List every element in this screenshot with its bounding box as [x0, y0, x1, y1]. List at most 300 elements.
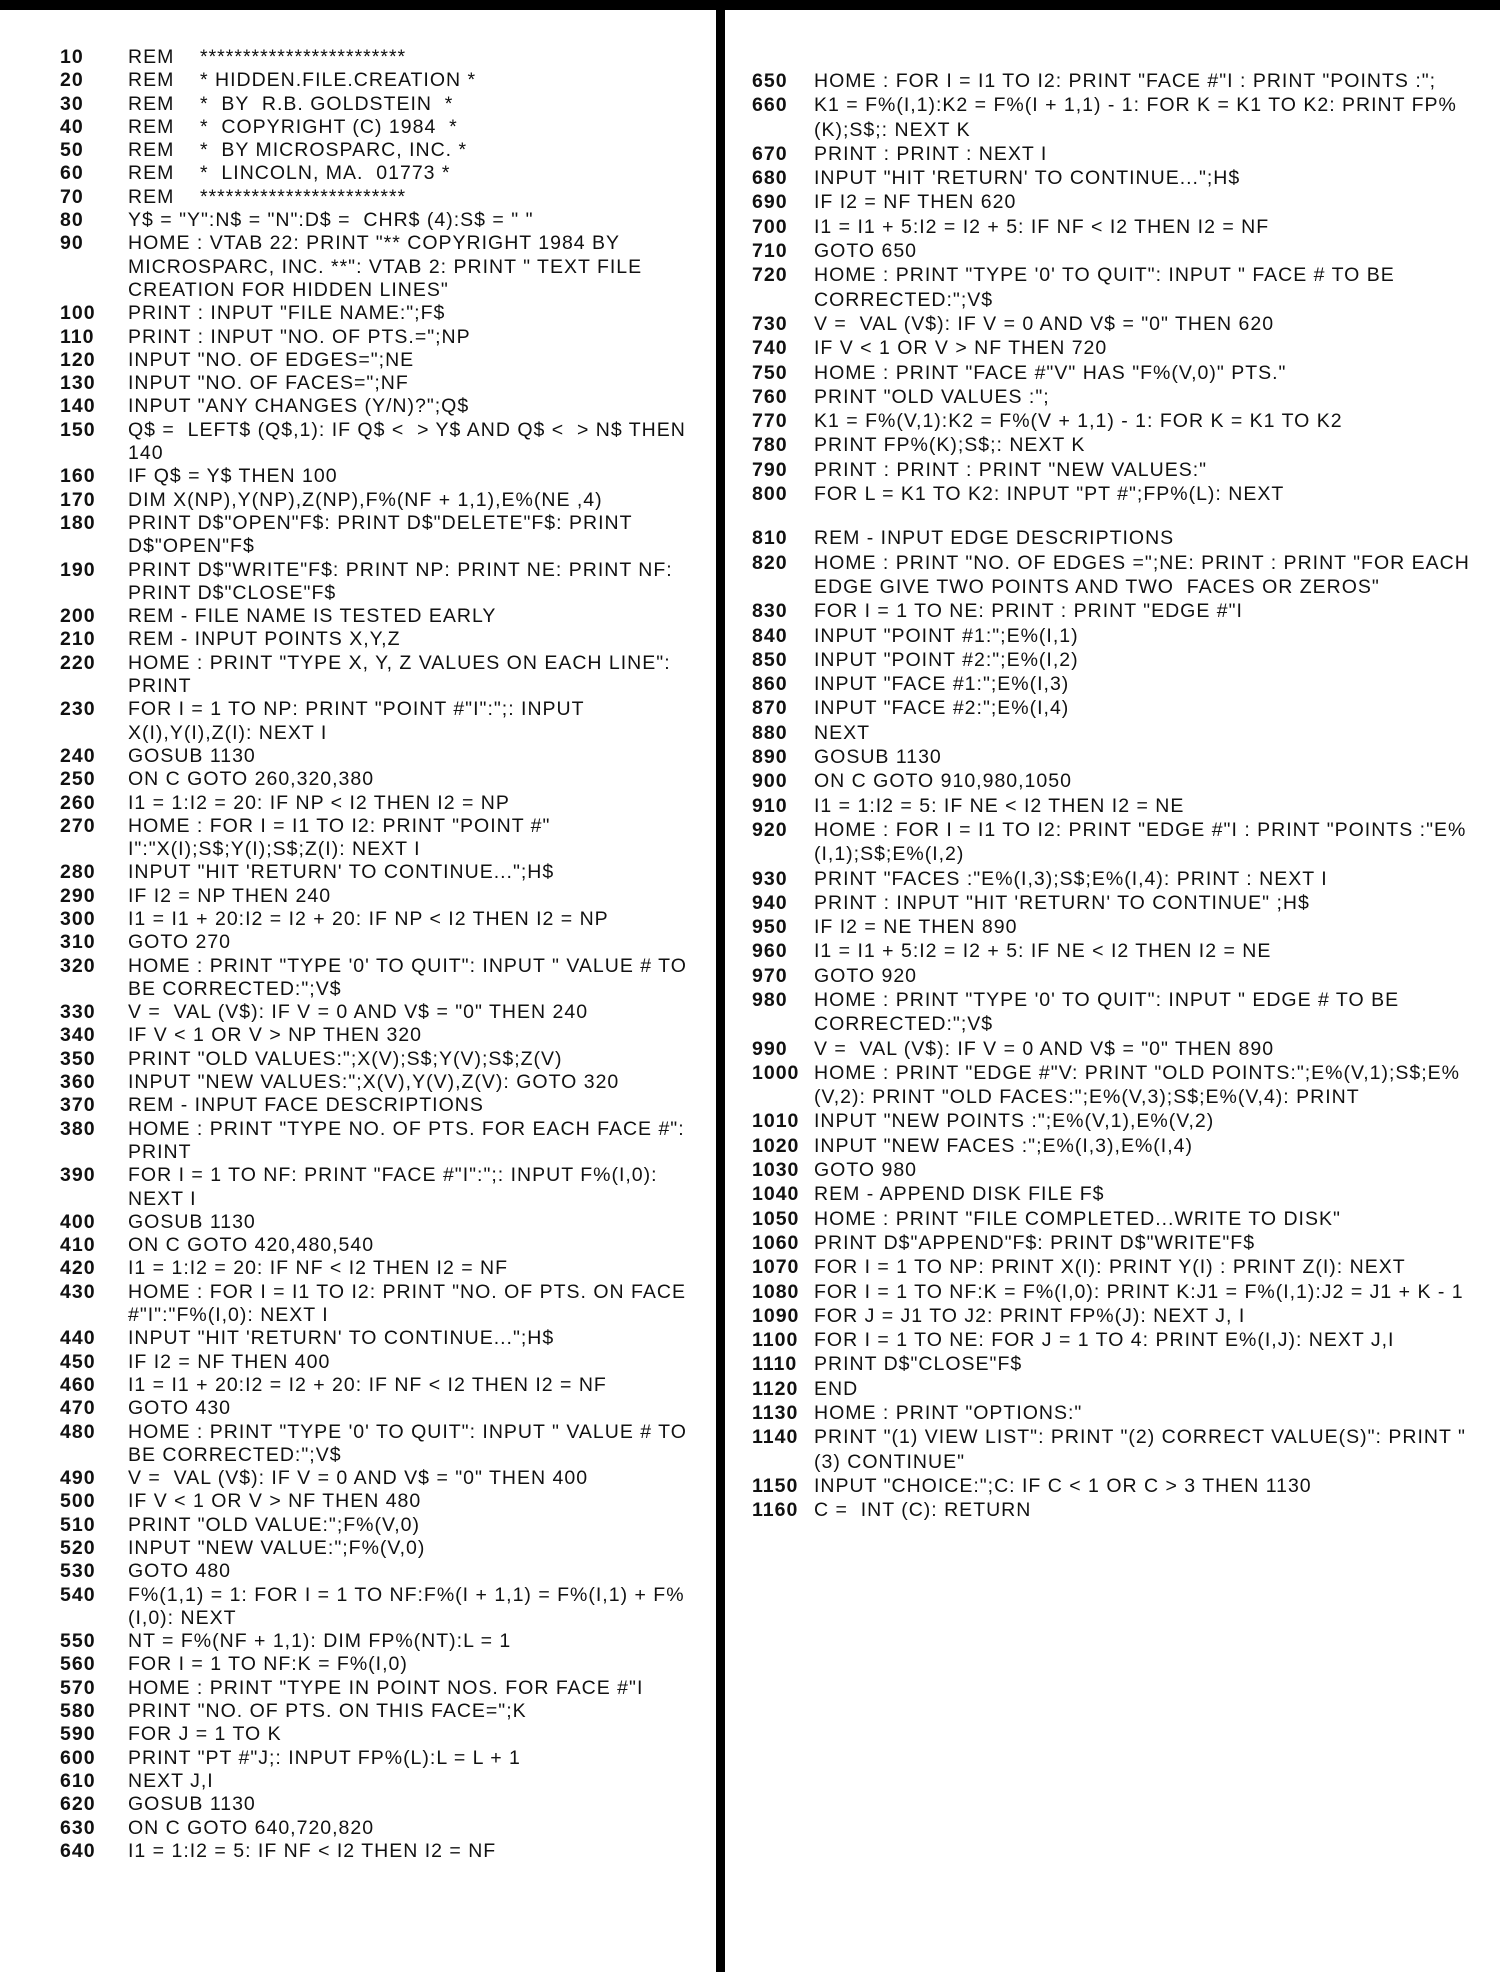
code-line	[60, 1327, 696, 1350]
statement: HOME : PRINT "OPTIONS:"	[814, 1402, 1083, 1425]
statement: HOME : PRINT "FILE COMPLETED...WRITE TO DISK"	[814, 1207, 1341, 1230]
code-line	[60, 1374, 696, 1397]
line-number: 1100	[752, 1329, 799, 1352]
code-line	[60, 1770, 696, 1793]
statement: PRINT : INPUT "NO. OF PTS.=";NP	[128, 325, 471, 348]
statement: GOTO 650	[814, 240, 918, 263]
line-number: 10	[60, 46, 84, 68]
line-number: 710	[752, 240, 788, 263]
code-line	[752, 215, 1476, 239]
code-line	[60, 792, 696, 815]
line-number: 820	[752, 551, 788, 574]
line-number: 570	[60, 1676, 96, 1699]
line-number: 890	[752, 746, 788, 769]
code-line	[752, 551, 1476, 600]
statement: REM * HIDDEN.FILE.CREATION *	[128, 69, 477, 92]
code-line	[752, 1037, 1476, 1061]
code-line	[60, 1840, 696, 1863]
line-number: 940	[752, 891, 788, 914]
line-number: 1110	[752, 1353, 798, 1376]
statement: PRINT D$"OPEN"F$: PRINT D$"DELETE"F$: PRINT D$"OPEN"F$	[128, 511, 639, 558]
statement: INPUT "NEW VALUES:";X(V),Y(V),Z(V): GOTO 320	[128, 1071, 620, 1094]
line-number: 500	[60, 1490, 96, 1513]
code-line	[60, 815, 696, 862]
statement: ON C GOTO 420,480,540	[128, 1234, 375, 1257]
line-number: 670	[752, 142, 788, 165]
code-line	[752, 336, 1476, 360]
line-number: 1160	[752, 1499, 799, 1522]
line-number: 810	[752, 527, 788, 550]
code-line	[60, 349, 696, 372]
code-line	[752, 458, 1476, 482]
line-number: 700	[752, 215, 788, 238]
statement: I1 = 1:I2 = 20: IF NP < I2 THEN I2 = NP	[128, 791, 510, 814]
statement: PRINT D$"CLOSE"F$	[814, 1353, 1023, 1376]
line-number: 430	[60, 1280, 96, 1303]
statement: INPUT "FACE #2:";E%(I,4)	[814, 697, 1070, 720]
line-number: 580	[60, 1700, 96, 1723]
code-line	[752, 696, 1476, 720]
line-number: 410	[60, 1234, 96, 1257]
code-line	[752, 433, 1476, 457]
code-line	[752, 1158, 1476, 1182]
statement: INPUT "NO. OF EDGES=";NE	[128, 348, 415, 371]
code-line	[60, 1397, 696, 1420]
line-number: 680	[752, 167, 788, 190]
code-line	[60, 419, 696, 466]
code-line	[60, 768, 696, 791]
line-number: 730	[752, 312, 788, 335]
statement: I1 = 1:I2 = 20: IF NF < I2 THEN I2 = NF	[128, 1257, 509, 1280]
line-number: 950	[752, 916, 788, 939]
statement: NEXT J,I	[128, 1769, 214, 1792]
code-line	[752, 818, 1476, 867]
line-number: 280	[60, 861, 96, 884]
code-line	[752, 1182, 1476, 1206]
line-number: 510	[60, 1513, 96, 1536]
statement: PRINT : INPUT "HIT 'RETURN' TO CONTINUE" ;H$	[814, 891, 1310, 914]
code-line	[60, 1747, 696, 1770]
line-number: 1000	[752, 1061, 800, 1084]
statement: GOSUB 1130	[814, 746, 942, 769]
line-number: 20	[60, 69, 84, 92]
statement: NT = F%(NF + 1,1): DIM FP%(NT):L = 1	[128, 1630, 512, 1653]
code-line	[752, 526, 1476, 550]
code-line	[752, 1280, 1476, 1304]
code-line	[60, 908, 696, 931]
code-line	[60, 139, 696, 162]
code-line	[752, 409, 1476, 433]
line-number: 50	[60, 139, 84, 162]
statement: IF I2 = NF THEN 620	[814, 191, 1017, 214]
line-number: 250	[60, 768, 96, 791]
statement: IF Q$ = Y$ THEN 100	[128, 465, 338, 488]
code-line	[60, 512, 696, 559]
code-line	[752, 239, 1476, 263]
statement: HOME : PRINT "TYPE NO. OF PTS. FOR EACH FACE #": PRINT	[128, 1117, 692, 1163]
statement: PRINT : INPUT "FILE NAME:";F$	[128, 302, 446, 325]
line-number: 900	[752, 770, 788, 793]
code-line	[752, 1109, 1476, 1133]
code-line	[60, 931, 696, 954]
line-number: 1010	[752, 1110, 800, 1133]
statement: REM ************************	[128, 185, 407, 208]
code-line	[60, 1537, 696, 1560]
line-number: 880	[752, 721, 788, 744]
statement: REM * BY R.B. GOLDSTEIN *	[128, 92, 454, 115]
code-line	[752, 1134, 1476, 1158]
code-line	[60, 698, 696, 745]
code-line	[60, 302, 696, 325]
statement: V = VAL (V$): IF V = 0 AND V$ = "0" THEN 890	[814, 1037, 1275, 1060]
code-line	[752, 1498, 1476, 1522]
statement: GOTO 430	[128, 1397, 232, 1420]
code-line	[60, 1817, 696, 1840]
line-number: 360	[60, 1071, 96, 1094]
statement: IF I2 = NE THEN 890	[814, 916, 1018, 939]
code-line	[752, 648, 1476, 672]
code-line	[60, 1560, 696, 1583]
line-number: 30	[60, 92, 84, 115]
statement: HOME : FOR I = I1 TO I2: PRINT "FACE #"I : PRINT "POINTS :";	[814, 70, 1437, 92]
statement: HOME : PRINT "TYPE '0' TO QUIT": INPUT " VALUE # TO BE CORRECTED:";V$	[128, 1420, 694, 1466]
statement: INPUT "HIT 'RETURN' TO CONTINUE...";H$	[814, 167, 1241, 190]
code-line	[60, 1630, 696, 1653]
line-number: 240	[60, 744, 96, 767]
line-number: 530	[60, 1560, 96, 1583]
code-line	[60, 1584, 696, 1631]
line-number: 370	[60, 1094, 96, 1117]
code-line	[752, 361, 1476, 385]
code-line	[752, 988, 1476, 1037]
statement: GOTO 270	[128, 931, 232, 954]
line-number: 1120	[752, 1377, 799, 1400]
code-line	[752, 1377, 1476, 1401]
code-line	[752, 939, 1476, 963]
code-line	[60, 1234, 696, 1257]
statement: PRINT D$"APPEND"F$: PRINT D$"WRITE"F$	[814, 1231, 1256, 1254]
statement: HOME : PRINT "EDGE #"V: PRINT "OLD POINTS:";E%(V,1);S$;E%(V,2): PRINT "OLD FACES:";E%(V,3);S$;E%(V,4): PRINT	[814, 1061, 1460, 1109]
code-line	[60, 1094, 696, 1117]
statement: INPUT "POINT #2:";E%(I,2)	[814, 648, 1079, 671]
code-line	[752, 769, 1476, 793]
line-number: 600	[60, 1746, 96, 1769]
line-number: 690	[752, 191, 788, 214]
line-number: 270	[60, 814, 96, 837]
statement: IF I2 = NP THEN 240	[128, 884, 332, 907]
statement: INPUT "CHOICE:";C: IF C < 1 OR C > 3 THEN 1130	[814, 1474, 1312, 1497]
statement: NEXT	[814, 721, 871, 744]
line-number: 290	[60, 884, 96, 907]
statement: FOR I = 1 TO NF: PRINT "FACE #"I":";: INPUT F%(I,0): NEXT I	[128, 1164, 664, 1210]
line-number: 540	[60, 1583, 96, 1606]
statement: GOTO 920	[814, 964, 918, 987]
statement: FOR J = J1 TO J2: PRINT FP%(J): NEXT J, I	[814, 1304, 1246, 1327]
line-number: 870	[752, 697, 788, 720]
code-line	[752, 915, 1476, 939]
line-number: 720	[752, 264, 788, 287]
statement: ON C GOTO 910,980,1050	[814, 770, 1072, 793]
line-number: 70	[60, 185, 84, 208]
line-number: 60	[60, 162, 84, 185]
statement: PRINT "NO. OF PTS. ON THIS FACE=";K	[128, 1700, 527, 1723]
statement: INPUT "HIT 'RETURN' TO CONTINUE...";H$	[128, 861, 555, 884]
line-number: 400	[60, 1210, 96, 1233]
line-number: 300	[60, 907, 96, 930]
statement: HOME : PRINT "TYPE '0' TO QUIT": INPUT " EDGE # TO BE CORRECTED:";V$	[814, 988, 1406, 1036]
statement: PRINT "OLD VALUE:";F%(V,0)	[128, 1513, 420, 1536]
statement: HOME : PRINT "FACE #"V" HAS "F%(V,0)" PTS."	[814, 361, 1287, 384]
statement: ON C GOTO 260,320,380	[128, 768, 375, 791]
line-number: 930	[752, 867, 788, 890]
code-line	[60, 745, 696, 768]
code-line	[60, 885, 696, 908]
line-number: 460	[60, 1373, 96, 1396]
statement: PRINT "OLD VALUES :";	[814, 385, 1050, 408]
statement: REM - INPUT POINTS X,Y,Z	[128, 628, 401, 651]
line-number: 450	[60, 1350, 96, 1373]
line-number: 180	[60, 511, 96, 534]
line-number: 1030	[752, 1159, 800, 1182]
statement: END	[814, 1377, 859, 1400]
code-line	[752, 69, 1476, 93]
line-number: 780	[752, 434, 788, 457]
statement: HOME : PRINT "NO. OF EDGES =";NE: PRINT : PRINT "FOR EACH EDGE GIVE TWO POINTS AND TWO FACES OR ZEROS"	[814, 551, 1477, 598]
line-number: 520	[60, 1537, 96, 1559]
line-number: 260	[60, 791, 96, 814]
code-line	[60, 1071, 696, 1094]
statement: PRINT "FACES :"E%(I,3);S$;E%(I,4): PRINT : NEXT I	[814, 867, 1328, 890]
code-line	[60, 955, 696, 1002]
code-line	[60, 1793, 696, 1816]
code-line	[752, 964, 1476, 988]
statement: PRINT "(1) VIEW LIST": PRINT "(2) CORRECT VALUE(S)": PRINT "(3) CONTINUE"	[814, 1426, 1466, 1473]
code-line	[60, 1257, 696, 1280]
statement: FOR I = 1 TO NF:K = F%(I,0)	[128, 1653, 408, 1676]
statement: GOTO 480	[128, 1560, 232, 1583]
code-line	[752, 721, 1476, 745]
code-line	[60, 1653, 696, 1676]
statement: PRINT : PRINT : PRINT "NEW VALUES:"	[814, 458, 1208, 481]
line-number: 1130	[752, 1402, 799, 1425]
statement: I1 = 1:I2 = 5: IF NF < I2 THEN I2 = NF	[128, 1839, 497, 1862]
code-line	[60, 605, 696, 628]
line-number: 840	[752, 624, 788, 647]
code-line	[60, 1514, 696, 1537]
line-number: 920	[752, 818, 788, 841]
statement: HOME : PRINT "TYPE X, Y, Z VALUES ON EACH LINE": PRINT	[128, 651, 678, 698]
code-line	[752, 263, 1476, 312]
code-line	[60, 326, 696, 349]
statement: I1 = 1:I2 = 5: IF NE < I2 THEN I2 = NE	[814, 794, 1185, 817]
code-line	[60, 372, 696, 395]
line-number: 770	[752, 410, 788, 433]
statement: GOTO 980	[814, 1159, 918, 1182]
line-number: 80	[60, 209, 84, 232]
line-number: 470	[60, 1397, 96, 1420]
code-line	[60, 1421, 696, 1468]
statement: PRINT "PT #"J;: INPUT FP%(L):L = L + 1	[128, 1746, 521, 1769]
statement: INPUT "NEW FACES :";E%(I,3),E%(I,4)	[814, 1134, 1193, 1157]
line-number: 420	[60, 1257, 96, 1280]
statement: HOME : PRINT "TYPE IN POINT NOS. FOR FACE #"I	[128, 1676, 644, 1699]
code-line	[60, 1001, 696, 1024]
statement: PRINT : PRINT : NEXT I	[814, 142, 1048, 165]
code-line	[60, 652, 696, 699]
line-number: 980	[752, 988, 788, 1011]
statement: INPUT "ANY CHANGES (Y/N)?";Q$	[128, 395, 470, 418]
code-line	[752, 599, 1476, 623]
statement: REM ************************	[128, 46, 407, 68]
statement: IF V < 1 OR V > NF THEN 720	[814, 337, 1108, 360]
code-line	[60, 1118, 696, 1165]
line-number: 130	[60, 372, 96, 395]
statement: IF I2 = NF THEN 400	[128, 1350, 331, 1373]
statement: INPUT "NO. OF FACES=";NF	[128, 372, 409, 395]
code-line	[60, 1164, 696, 1211]
line-number: 160	[60, 465, 96, 488]
statement: PRINT D$"WRITE"F$: PRINT NP: PRINT NE: PRINT NF: PRINT D$"CLOSE"F$	[128, 558, 680, 604]
line-number: 40	[60, 115, 84, 138]
statement: V = VAL (V$): IF V = 0 AND V$ = "0" THEN 400	[128, 1467, 589, 1490]
line-number: 480	[60, 1420, 96, 1443]
code-line	[60, 1490, 696, 1513]
statement: I1 = I1 + 20:I2 = I2 + 20: IF NF < I2 THEN I2 = NF	[128, 1373, 607, 1396]
code-line	[752, 93, 1476, 142]
code-line	[752, 1061, 1476, 1110]
code-line	[60, 628, 696, 651]
line-number: 210	[60, 628, 96, 651]
statement: C = INT (C): RETURN	[814, 1499, 1032, 1522]
listing-right-column	[752, 69, 1476, 1523]
code-line	[752, 1304, 1476, 1328]
code-line	[752, 1474, 1476, 1498]
code-line	[60, 1700, 696, 1723]
line-number: 140	[60, 395, 96, 418]
statement: REM * LINCOLN, MA. 01773 *	[128, 162, 451, 185]
code-line	[752, 482, 1476, 506]
line-number: 100	[60, 302, 96, 325]
statement: HOME : PRINT "TYPE '0' TO QUIT": INPUT " VALUE # TO BE CORRECTED:";V$	[128, 954, 694, 1000]
code-line	[752, 672, 1476, 696]
line-number: 640	[60, 1839, 96, 1862]
line-number: 990	[752, 1037, 788, 1060]
code-line	[60, 465, 696, 488]
line-number: 230	[60, 698, 96, 721]
line-number: 910	[752, 794, 788, 817]
statement: FOR I = 1 TO NE: PRINT : PRINT "EDGE #"I	[814, 600, 1243, 623]
code-line	[752, 1207, 1476, 1231]
line-number: 1080	[752, 1280, 800, 1303]
line-number: 340	[60, 1024, 96, 1047]
code-line	[752, 624, 1476, 648]
code-line	[60, 1467, 696, 1490]
line-number: 790	[752, 458, 788, 481]
statement: FOR L = K1 TO K2: INPUT "PT #";FP%(L): NEXT	[814, 483, 1285, 506]
statement: FOR I = 1 TO NP: PRINT X(I): PRINT Y(I) : PRINT Z(I): NEXT	[814, 1256, 1406, 1279]
line-number: 320	[60, 954, 96, 977]
statement: PRINT FP%(K);S$;: NEXT K	[814, 434, 1086, 457]
code-line	[752, 867, 1476, 891]
code-line	[60, 1048, 696, 1071]
line-number: 860	[752, 673, 788, 696]
statement: I1 = I1 + 5:I2 = I2 + 5: IF NE < I2 THEN I2 = NE	[814, 940, 1272, 963]
top-border	[0, 0, 1500, 10]
line-number: 1020	[752, 1134, 800, 1157]
code-line	[60, 559, 696, 606]
line-number: 90	[60, 232, 84, 255]
code-line	[752, 1231, 1476, 1255]
line-number: 380	[60, 1117, 96, 1140]
code-line	[752, 1401, 1476, 1425]
code-line	[60, 162, 696, 185]
statement: INPUT "NEW POINTS :";E%(V,1),E%(V,2)	[814, 1110, 1215, 1133]
line-number: 660	[752, 94, 788, 117]
statement: REM - INPUT EDGE DESCRIPTIONS	[814, 527, 1175, 550]
line-number: 760	[752, 385, 788, 408]
code-line	[752, 1328, 1476, 1352]
code-line	[60, 1024, 696, 1047]
line-number: 490	[60, 1467, 96, 1490]
code-line	[60, 209, 696, 232]
code-line	[60, 186, 696, 209]
line-number: 960	[752, 940, 788, 963]
line-number: 170	[60, 488, 96, 511]
line-number: 560	[60, 1653, 96, 1676]
line-number: 1050	[752, 1207, 800, 1230]
statement: V = VAL (V$): IF V = 0 AND V$ = "0" THEN 620	[814, 312, 1275, 335]
line-number: 550	[60, 1630, 96, 1653]
line-number: 970	[752, 964, 788, 987]
statement: HOME : PRINT "TYPE '0' TO QUIT": INPUT " FACE # TO BE CORRECTED:";V$	[814, 264, 1402, 311]
line-number: 310	[60, 931, 96, 954]
statement: REM - INPUT FACE DESCRIPTIONS	[128, 1094, 484, 1117]
statement: K1 = F%(V,1):K2 = F%(V + 1,1) - 1: FOR K = K1 TO K2	[814, 410, 1343, 433]
line-number: 1150	[752, 1474, 799, 1497]
line-number: 800	[752, 483, 788, 506]
code-line	[60, 232, 696, 302]
line-number: 1070	[752, 1256, 800, 1279]
section-gap	[752, 506, 1476, 526]
statement: FOR J = 1 TO K	[128, 1723, 282, 1746]
statement: HOME : FOR I = I1 TO I2: PRINT "NO. OF PTS. ON FACE #"I":"F%(I,0): NEXT I	[128, 1280, 693, 1327]
code-line	[60, 69, 696, 92]
code-line	[752, 794, 1476, 818]
code-line	[60, 489, 696, 512]
line-number: 650	[752, 70, 788, 92]
statement: I1 = I1 + 20:I2 = I2 + 20: IF NP < I2 THEN I2 = NP	[128, 907, 609, 930]
code-line	[752, 1425, 1476, 1474]
line-number: 630	[60, 1816, 96, 1839]
code-line	[60, 46, 696, 69]
line-number: 110	[60, 325, 95, 348]
statement: HOME : FOR I = I1 TO I2: PRINT "EDGE #"I : PRINT "POINTS :"E%(I,1);S$;E%(I,2)	[814, 818, 1467, 866]
statement: GOSUB 1130	[128, 1210, 256, 1233]
line-number: 330	[60, 1001, 96, 1024]
code-line	[752, 1255, 1476, 1279]
statement: GOSUB 1130	[128, 744, 256, 767]
statement: V = VAL (V$): IF V = 0 AND V$ = "0" THEN 240	[128, 1001, 589, 1024]
code-line	[752, 190, 1476, 214]
code-line	[752, 142, 1476, 166]
code-line	[60, 1281, 696, 1328]
statement: IF V < 1 OR V > NP THEN 320	[128, 1024, 422, 1047]
line-number: 190	[60, 558, 96, 581]
statement: REM * COPYRIGHT (C) 1984 *	[128, 115, 458, 138]
statement: HOME : VTAB 22: PRINT "** COPYRIGHT 1984 BY MICROSPARC, INC. **": VTAB 2: PRINT " TEXT FILE CREATION FOR HIDDEN LINES"	[128, 232, 649, 301]
line-number: 200	[60, 605, 96, 628]
line-number: 750	[752, 361, 788, 384]
